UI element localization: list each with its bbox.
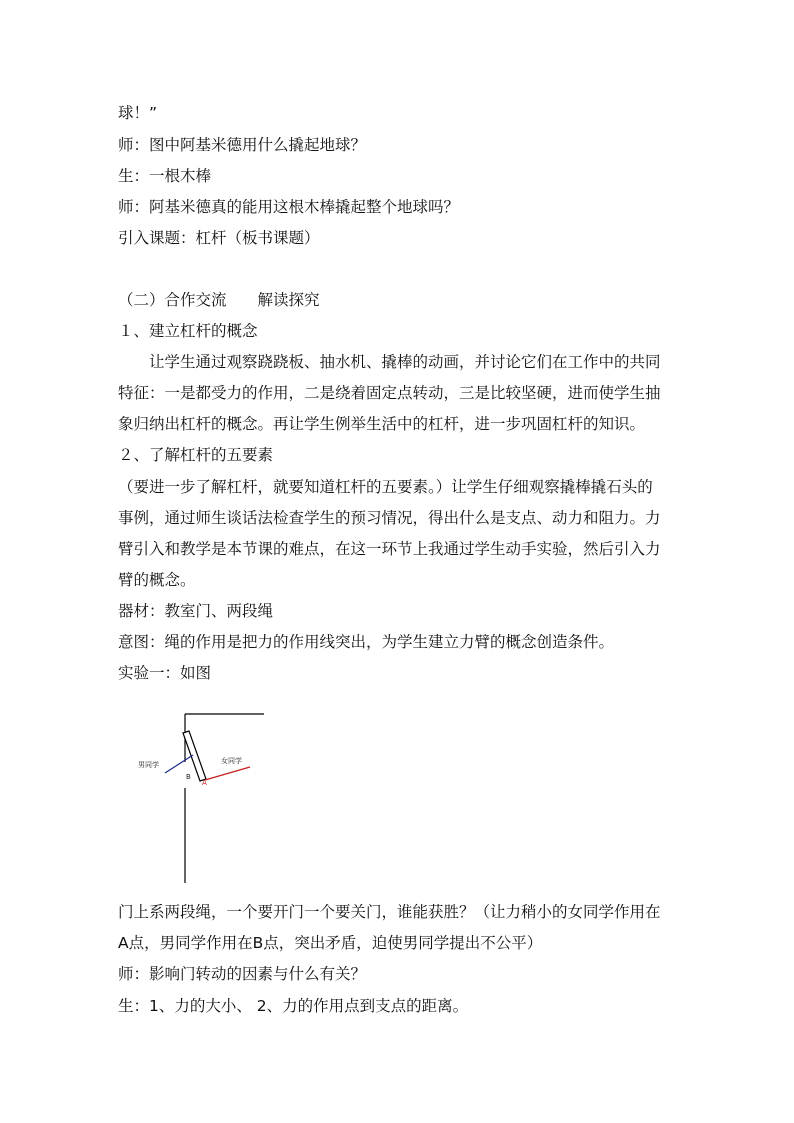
point-a-label: A — [202, 779, 207, 787]
text-line-17: 意图：绳的作用是把力的作用线突出，为学生建立力臂的概念创造条件。 — [118, 633, 615, 651]
text-line-21: 师：影响门转动的因素与什么有关？ — [118, 965, 367, 983]
text-line-2: 师：图中阿基米德用什么撬起地球？ — [118, 136, 367, 154]
section-heading: （二）合作交流 解读探究 — [118, 291, 320, 309]
text-line-4: 师：阿基米德真的能用这根木棒撬起整个地球吗？ — [118, 198, 460, 216]
door-diagram — [125, 700, 275, 890]
point-b-label: B — [186, 773, 191, 781]
text-line-20: A点，男同学作用在B点，突出矛盾，迫使男同学提出不公平） — [118, 934, 543, 952]
text-line-15: 臂的概念。 — [118, 571, 196, 589]
subheading-2: ２、了解杠杆的五要素 — [118, 446, 274, 464]
text-line-8: 让学生通过观察跷跷板、抽水机、撬棒的动画，并讨论它们在工作中的共同 — [118, 353, 661, 371]
female-student-label: 女同学 — [221, 757, 242, 765]
male-student-label: 男同学 — [138, 761, 159, 769]
text-line-22: 生：1、力的大小、 2、力的作用点到支点的距离。 — [118, 997, 469, 1015]
text-line-10: 象归纳出杠杆的概念。再让学生例举生活中的杠杆，进一步巩固杠杆的知识。 — [118, 415, 646, 433]
text-line-12: （要进一步了解杠杆，就要知道杠杆的五要素。）让学生仔细观察撬棒撬石头的 — [118, 478, 653, 496]
male-rope — [165, 755, 193, 773]
text-line-14: 臂引入和教学是本节课的难点，在这一环节上我通过学生动手实验，然后引入力 — [118, 540, 661, 558]
subheading-1: １、建立杠杆的概念 — [118, 322, 258, 340]
text-line-18: 实验一：如图 — [118, 664, 212, 682]
female-rope — [205, 767, 250, 780]
text-line-9: 特征：一是都受力的作用，二是绕着固定点转动，三是比较坚硬，进而使学生抽 — [118, 384, 661, 402]
text-line-19: 门上系两段绳，一个要开门一个要关门，谁能获胜？（让力稍小的女同学作用在 — [118, 903, 661, 921]
text-line-1: 球！” — [118, 104, 158, 122]
text-line-13: 事例，通过师生谈话法检查学生的预习情况，得出什么是支点、动力和阻力。力 — [118, 509, 661, 527]
text-line-3: 生：一根木棒 — [118, 167, 212, 185]
text-line-16: 器材：教室门、两段绳 — [118, 602, 274, 620]
text-line-5: 引入课题：杠杆（板书课题） — [118, 229, 320, 247]
